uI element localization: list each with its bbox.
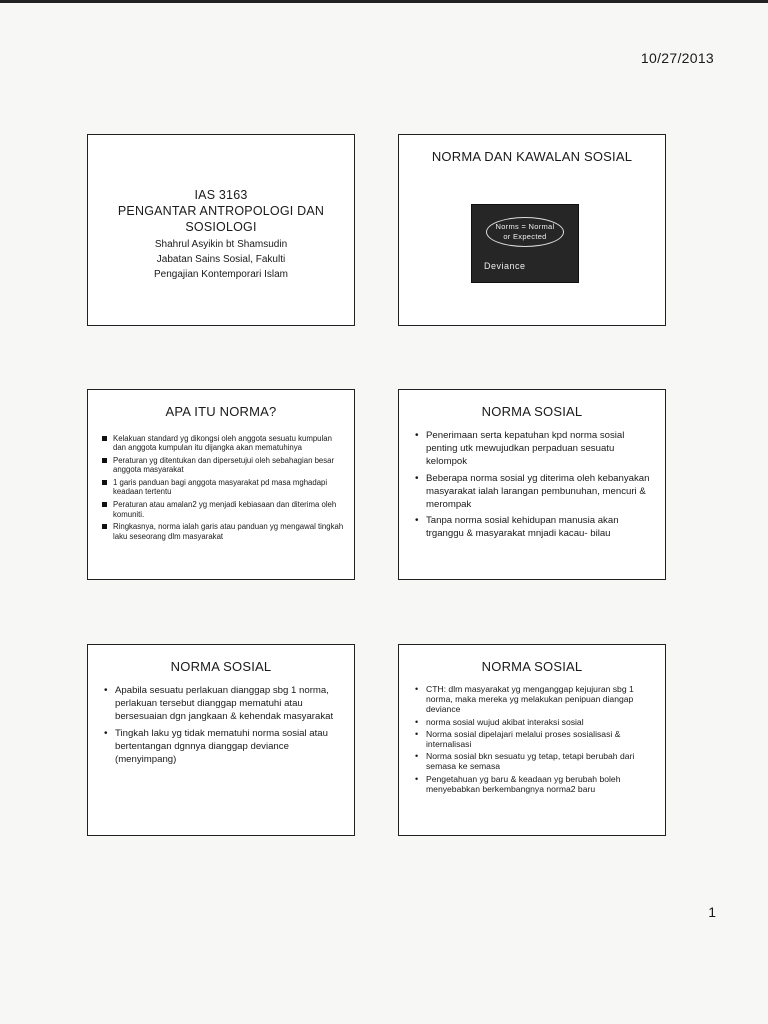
list-item xyxy=(102,434,344,453)
list-item xyxy=(413,684,655,715)
square-bullet-icon xyxy=(102,458,107,463)
dot-bullet-icon: • xyxy=(104,727,108,739)
bullet-text: Tingkah laku yg tidak mematuhi norma sosial atau bertentangan dgnnya dianggap deviance (menyimpang) xyxy=(115,727,328,766)
department-line-1: Jabatan Sains Sosial, Fakulti xyxy=(156,254,286,265)
dot-bullet-icon: • xyxy=(415,728,419,739)
list-item xyxy=(102,478,344,497)
course-title xyxy=(88,187,354,235)
slide-title: NORMA SOSIAL xyxy=(170,659,272,674)
dot-bullet-icon: • xyxy=(415,684,419,694)
norms-deviance-image xyxy=(471,204,579,283)
dot-bullet-icon: • xyxy=(104,685,108,696)
oval-text-2: or Expected xyxy=(503,232,547,241)
list-item xyxy=(413,729,655,749)
bullet-text: Peraturan yg ditentukan dan dipersetujui oleh sebahagian besar anggota masyarakat xyxy=(113,456,335,475)
oval-text-1: Norms = Normal xyxy=(495,222,555,231)
dot-bullet-icon: • xyxy=(415,716,419,727)
bullet-list xyxy=(88,434,354,541)
slide-4 xyxy=(398,389,666,580)
course-name-line-2: SOSIOLOGI xyxy=(185,220,257,234)
page-number: 1 xyxy=(708,904,716,920)
author-name: Shahrul Asyikin bt Shamsudin xyxy=(154,239,288,250)
bullet-text: 1 garis panduan bagi anggota masyarakat pd masa mghadapi keadaan tertentu xyxy=(113,478,328,497)
dot-bullet-icon: • xyxy=(415,472,419,484)
slide-3 xyxy=(87,389,355,580)
dot-bullet-icon: • xyxy=(415,773,419,784)
bullet-list xyxy=(399,684,665,794)
list-item xyxy=(102,727,344,767)
list-item xyxy=(102,684,344,724)
square-bullet-icon xyxy=(102,436,107,441)
dot-bullet-icon: • xyxy=(415,430,419,441)
bullet-text: Beberapa norma sosial yg diterima oleh kebanyakan masyarakat ialah larangan pembunuhan, mencuri & merompak xyxy=(426,472,650,511)
square-bullet-icon xyxy=(102,480,107,485)
square-bullet-icon xyxy=(102,502,107,507)
bullet-text: Norma sosial dipelajari melalui proses sosialisasi & internalisasi xyxy=(426,728,621,750)
course-name-line-1: PENGANTAR ANTROPOLOGI DAN xyxy=(117,204,325,218)
bullet-text: norma sosial wujud akibat interaksi sosial xyxy=(426,716,584,727)
dot-bullet-icon: • xyxy=(415,515,419,527)
list-item xyxy=(413,717,655,727)
scan-top-edge xyxy=(0,0,768,3)
square-bullet-icon xyxy=(102,524,107,529)
norms-oval xyxy=(486,217,564,247)
print-date: 10/27/2013 xyxy=(640,50,714,66)
bullet-text: Tanpa norma sosial kehidupan manusia akan trganggu & masyarakat mnjadi kacau- bilau xyxy=(426,515,619,540)
slide-title: NORMA SOSIAL xyxy=(481,659,583,674)
author-info xyxy=(88,237,354,282)
slide-5 xyxy=(87,644,355,836)
bullet-text: CTH: dlm masyarakat yg menganggap kejujuran sbg 1 norma, maka mereka yg melakukan penipuan diangap deviance xyxy=(426,684,634,715)
bullet-text: Kelakuan standard yg dikongsi oleh anggota sesuatu kumpulan dan anggota kumpulan itu dijangka akan mematuhinya xyxy=(113,434,332,453)
list-item xyxy=(413,774,655,794)
bullet-text: Pengetahuan yg baru & keadaan yg berubah boleh menyebabkan berkembangnya norma2 baru xyxy=(426,773,621,794)
list-item xyxy=(413,751,655,771)
slide-title: APA ITU NORMA? xyxy=(165,404,277,419)
list-item xyxy=(102,522,344,541)
list-item xyxy=(413,429,655,469)
bullet-text: Peraturan atau amalan2 yg menjadi kebiasaan dan diterima oleh komuniti. xyxy=(113,500,337,519)
slide-title: NORMA SOSIAL xyxy=(481,404,583,419)
slide-2 xyxy=(398,134,666,326)
bullet-text: Apabila sesuatu perlakuan dianggap sbg 1 norma, perlakuan tersebut dianggap mematuhi atau bersesuaian dgn jangkaan & kehendak masyarakat xyxy=(115,685,334,723)
list-item xyxy=(413,514,655,540)
slide-title: NORMA DAN KAWALAN SOSIAL xyxy=(431,149,633,164)
dot-bullet-icon: • xyxy=(415,751,419,762)
bullet-text: Ringkasnya, norma ialah garis atau panduan yg mengawal tingkah laku seseorang dlm masyarakat xyxy=(113,522,344,541)
department-line-2: Pengajian Kontemporari Islam xyxy=(154,269,288,280)
deviance-caption: Deviance xyxy=(484,261,526,271)
bullet-list xyxy=(88,684,354,766)
list-item xyxy=(413,472,655,512)
list-item xyxy=(102,500,344,519)
list-item xyxy=(102,456,344,475)
slide-6 xyxy=(398,644,666,836)
bullet-text: Penerimaan serta kepatuhan kpd norma sosial penting utk mewujudkan perpaduan sesuatu kelompok xyxy=(426,430,625,468)
slide-1-title xyxy=(87,134,355,326)
bullet-text: Norma sosial bkn sesuatu yg tetap, tetapi berubah dari semasa ke semasa xyxy=(426,751,635,772)
bullet-list xyxy=(399,429,665,541)
course-code: IAS 3163 xyxy=(194,188,248,202)
